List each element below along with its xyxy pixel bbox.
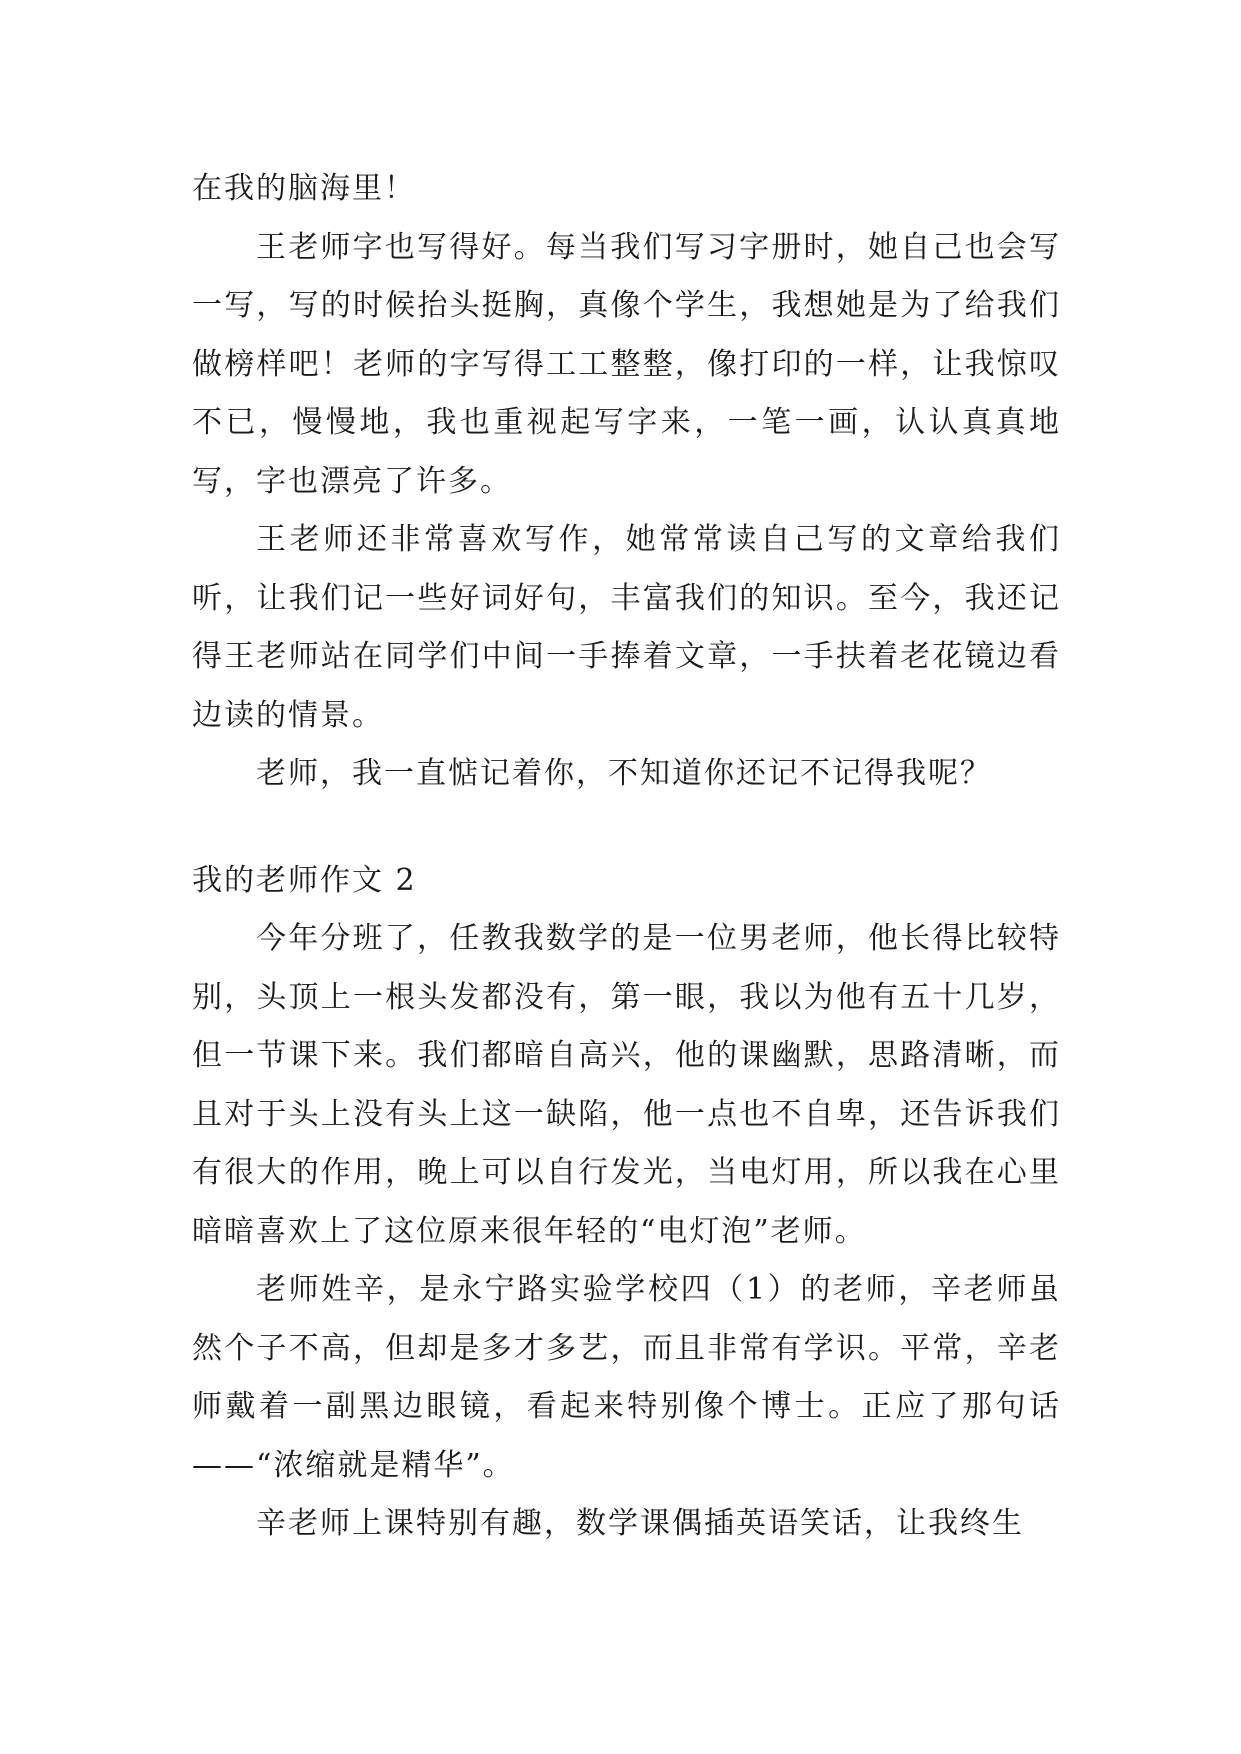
paragraph-7: 辛老师上课特别有趣，数学课偶插英语笑话，让我终生 <box>256 1506 1024 1541</box>
paragraph-3: 王老师还非常喜欢写作，她常常读自己写的文章给我们听，让我们记一些好词好句，丰富我们的知识。至今，我还记得王老师站在同学们中间一手捧着文章，一手扶着老花镜边看边读的情景。 <box>192 522 1061 733</box>
paragraph-4: 老师，我一直惦记着你，不知道你还记不记得我呢？ <box>256 756 992 791</box>
paragraph-5: 今年分班了，任教我数学的是一位男老师，他长得比较特别，头顶上一根头发都没有，第一眼，我以为他有五十几岁，但一节课下来。我们都暗自高兴，他的课幽默，思路清晰，而且对于头上没有头上这一缺陷，他一点也不自卑，还告诉我们有很大的作用，晚上可以自行发光，当电灯用，所以我在心里暗暗喜欢上了这位原来很年轻的“电灯泡”老师。 <box>192 921 1061 1249</box>
section-heading: 我的老师作文 2 <box>192 862 417 898</box>
paragraph-6: 老师姓辛，是永宁路实验学校四（1）的老师，辛老师虽然个子不高，但却是多才多艺，而且非常有学识。平常，辛老师戴着一副黑边眼镜，看起来特别像个博士。正应了那句话——“浓缩就是精华”。 <box>192 1272 1061 1483</box>
paragraph-2: 王老师字也写得好。每当我们写习字册时，她自己也会写一写，写的时候抬头挺胸，真像个学生，我想她是为了给我们做榜样吧！老师的字写得工工整整，像打印的一样，让我惊叹不已，慢慢地，我也重视起写字来，一笔一画，认认真真地写，字也漂亮了许多。 <box>192 229 1061 499</box>
paragraph-1: 在我的脑海里！ <box>192 171 416 206</box>
